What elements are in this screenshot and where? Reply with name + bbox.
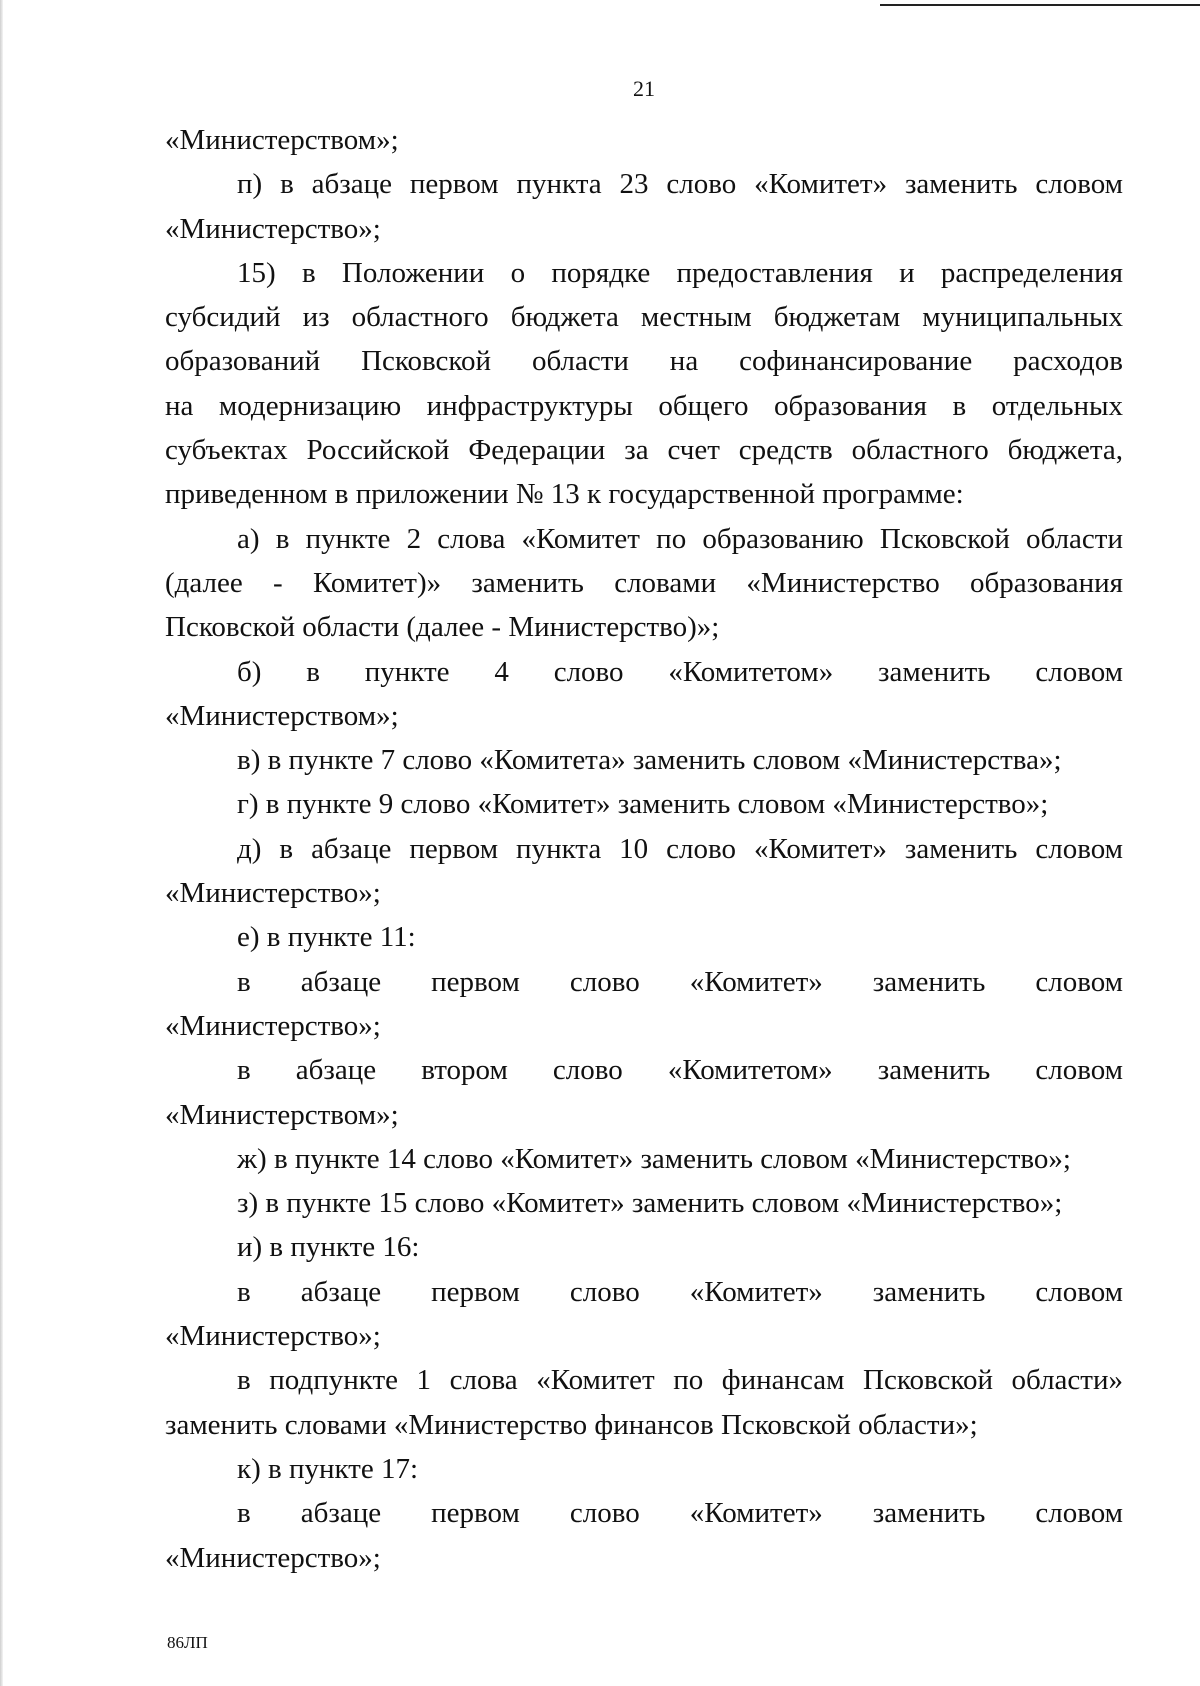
text-line: (далее - Комитет)» заменить словами «Министерство образования — [165, 566, 1123, 599]
text-line: в абзаце первом слово «Комитет» заменить словом — [237, 1497, 1123, 1530]
text-line: е) в пункте 11: — [237, 921, 416, 954]
text-line: «Министерство»; — [165, 212, 381, 245]
text-line: в подпункте 1 слова «Комитет по финансам Псковской области» — [237, 1364, 1123, 1397]
text-line: и) в пункте 16: — [237, 1231, 420, 1264]
text-line: «Министерство»; — [165, 877, 381, 910]
scan-left-edge — [0, 0, 3, 1686]
text-line: г) в пункте 9 слово «Комитет» заменить словом «Министерство»; — [237, 788, 1049, 821]
text-line: ж) в пункте 14 слово «Комитет» заменить словом «Министерство»; — [237, 1142, 1071, 1175]
text-line: п) в абзаце первом пункта 23 слово «Комитет» заменить словом — [237, 168, 1123, 201]
text-line: в абзаце первом слово «Комитет» заменить словом — [237, 965, 1123, 998]
page-number: 21 — [633, 76, 655, 101]
text-line: «Министерство»; — [165, 1009, 381, 1042]
text-line: «Министерство»; — [165, 1541, 381, 1574]
text-line: «Министерством»; — [165, 699, 399, 732]
text-line: «Министерством»; — [165, 1098, 399, 1131]
text-line: на модернизацию инфраструктуры общего образования в отдельных — [165, 389, 1123, 422]
text-line: субсидий из областного бюджета местным бюджетам муниципальных — [165, 301, 1123, 334]
text-line: б) в пункте 4 слово «Комитетом» заменить словом — [237, 655, 1123, 688]
text-line: приведенном в приложении № 13 к государственной программе: — [165, 478, 964, 511]
text-line: к) в пункте 17: — [237, 1452, 419, 1485]
text-line: Псковской области (далее - Министерство)»; — [165, 611, 720, 644]
text-line: образований Псковской области на софинансирование расходов — [165, 345, 1123, 378]
text-line: д) в абзаце первом пункта 10 слово «Комитет» заменить словом — [237, 832, 1123, 865]
text-line: «Министерство»; — [165, 1320, 381, 1353]
footer-code: 86ЛП — [167, 1633, 208, 1652]
text-line: заменить словами «Министерство финансов Псковской области»; — [165, 1408, 978, 1441]
scan-top-rule — [880, 4, 1200, 6]
text-line: в) в пункте 7 слово «Комитета» заменить словом «Министерства»; — [237, 744, 1062, 777]
text-line: в абзаце первом слово «Комитет» заменить словом — [237, 1275, 1123, 1308]
document-body — [165, 118, 1123, 1580]
text-line: в абзаце втором слово «Комитетом» заменить словом — [237, 1054, 1123, 1087]
text-line: а) в пункте 2 слова «Комитет по образованию Псковской области — [237, 522, 1123, 555]
text-line: з) в пункте 15 слово «Комитет» заменить словом «Министерство»; — [237, 1187, 1063, 1220]
text-line: субъектах Российской Федерации за счет средств областного бюджета, — [165, 434, 1123, 467]
text-line: 15) в Положении о порядке предоставления и распределения — [237, 256, 1123, 289]
text-line: «Министерством»; — [165, 124, 399, 156]
